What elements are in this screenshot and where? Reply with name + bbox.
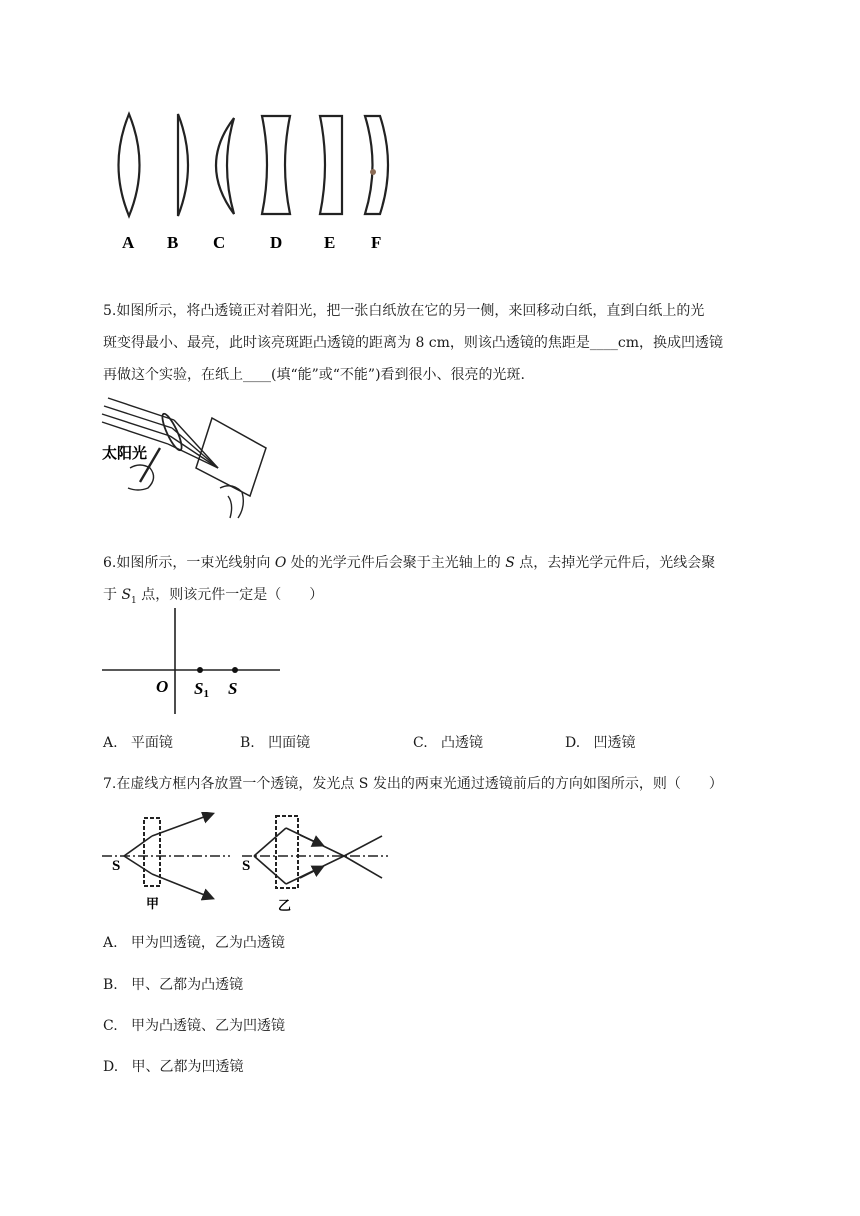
lens-a-biconvex xyxy=(119,114,140,216)
lens-label-e: E xyxy=(324,233,336,252)
point-s-dot xyxy=(232,667,238,673)
optical-axis-figure xyxy=(100,606,282,718)
lens-d-biconcave xyxy=(262,116,290,214)
lens-label-c: C xyxy=(213,233,226,252)
q6-option-d[interactable]: D. 凹透镜 xyxy=(565,735,636,751)
q5-line-1: 5.如图所示，将凸透镜正对着阳光，把一张白纸放在它的另一侧，来回移动白纸，直到白纸上的光 xyxy=(103,303,705,319)
q6-line-1a: 6.如图所示，一束光线射向 xyxy=(103,555,275,571)
q5-line-2: 斑变得最小、最亮，此时该亮斑距凸透镜的距离为 8 cm，则该凸透镜的焦距是____cm，换成凹透镜 xyxy=(103,335,724,351)
lens-box-figure xyxy=(100,812,390,912)
q7-option-a[interactable]: A. 甲为凹透镜，乙为凸透镜 xyxy=(103,935,285,951)
q6-line-2a: 于 xyxy=(103,587,122,603)
q6-option-b[interactable]: B. 凹面镜 xyxy=(240,735,311,751)
yi-label: 乙 xyxy=(278,899,292,912)
q5-line-3: 再做这个实验，在纸上____(填“能”或“不能”)看到很小、很亮的光斑. xyxy=(103,367,526,383)
fig-label-o: O xyxy=(156,677,169,696)
q6-line-1c: 点，去掉光学元件后，光线会聚 xyxy=(514,555,716,571)
yi-s-label: S xyxy=(242,858,251,874)
q7-option-d[interactable]: D. 甲、乙都为凹透镜 xyxy=(103,1059,244,1075)
fig-label-s: S xyxy=(228,679,238,698)
q6-line-1-o: O xyxy=(274,555,287,571)
jia-s-label: S xyxy=(112,858,121,874)
sunlight-label: 太阳光 xyxy=(102,444,148,462)
jia-label: 甲 xyxy=(146,897,160,912)
q6-line-1b: 处的光学元件后会聚于主光轴上的 xyxy=(286,555,506,571)
lens-f-concave-meniscus xyxy=(365,116,388,214)
q6-line-2-s1: S xyxy=(121,587,132,603)
lens-label-d: D xyxy=(270,233,283,252)
lens-label-b: B xyxy=(167,233,179,252)
q6-option-c[interactable]: C. 凸透镜 xyxy=(413,735,484,751)
point-s1-dot xyxy=(197,667,203,673)
lens-label-f: F xyxy=(371,233,382,252)
lens-shapes-figure xyxy=(100,108,410,256)
lens-c-meniscus xyxy=(216,118,234,214)
q7-option-b[interactable]: B. 甲、乙都为凸透镜 xyxy=(103,977,244,993)
q6-line-2b: 点，则该元件一定是（ ） xyxy=(136,587,324,603)
fig-label-s1: S1 xyxy=(194,679,209,700)
q6-option-a[interactable]: A. 平面镜 xyxy=(103,735,173,751)
q7-option-c[interactable]: C. 甲为凸透镜、乙为凹透镜 xyxy=(103,1018,286,1034)
lens-label-a: A xyxy=(122,233,135,252)
q6-line-1 xyxy=(103,553,715,573)
lens-e-plano-concave xyxy=(320,116,342,214)
lens-b-plano-convex xyxy=(178,114,188,216)
q6-line-1-s: S xyxy=(505,555,515,571)
q7-stem: 7.在虚线方框内各放置一个透镜，发光点 S 发出的两束光通过透镜前后的方向如图所示，则（ ） xyxy=(103,776,723,792)
q6-line-2-sub: 1 xyxy=(131,595,137,606)
sunlight-lens-figure xyxy=(100,396,280,522)
